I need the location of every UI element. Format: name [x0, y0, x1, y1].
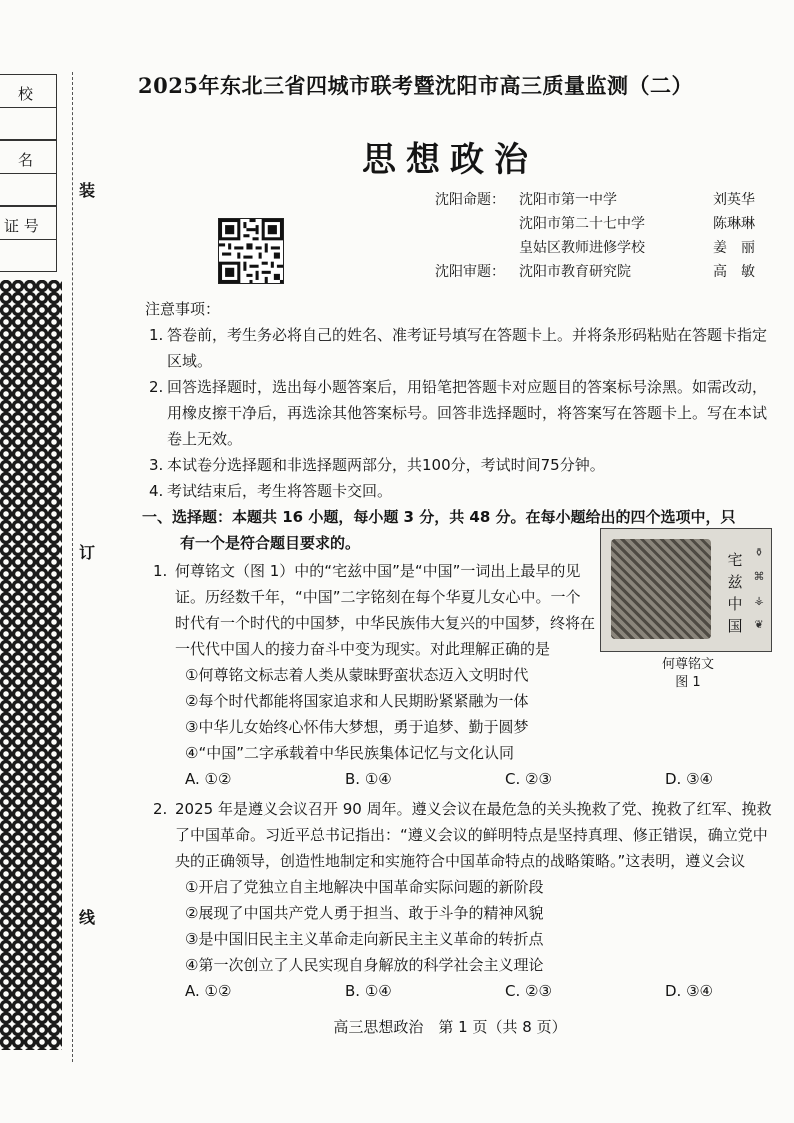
- notes-title: 注意事项：: [145, 300, 221, 318]
- choice-c: C. ②③: [505, 770, 552, 788]
- choice-b: B. ①④: [345, 982, 392, 1000]
- binding-pattern: [0, 280, 62, 1050]
- statement-item: ④第一次创立了人民实现自身解放的科学社会主义理论: [185, 956, 544, 974]
- figure-vertical-text: 宅兹中国: [727, 551, 743, 635]
- credit-row: [435, 236, 775, 260]
- binding-char-zhuang: 装: [79, 181, 96, 200]
- name-label: 名: [18, 151, 34, 169]
- binding-char-ding: 订: [79, 543, 96, 562]
- subject-title: 思想政治: [362, 140, 538, 180]
- credit-role: 沈阳命题：: [435, 192, 505, 208]
- statement-item: ①开启了党独立自主地解决中国革命实际问题的新阶段: [185, 878, 544, 896]
- statement-item: ③是中国旧民主主义革命走向新民主主义革命的转折点: [185, 930, 544, 948]
- note-item: [145, 478, 775, 504]
- statement-item: ③中华儿女始终心怀伟大梦想，勇于追梦、勤于圆梦: [185, 718, 529, 736]
- statement-list: [145, 874, 775, 978]
- credit-name: 刘英华: [713, 192, 755, 208]
- exam-id-field: [0, 206, 57, 272]
- school-field: [0, 74, 57, 140]
- choice-c: C. ②③: [505, 982, 552, 1000]
- question-stem-text: 2025 年是遵义会议召开 90 周年。遵义会议在最危急的关头挽救了党、挽救了红军、挽救了中国革命。习近平总书记指出：“遵义会议的鲜明特点是坚持真理、修正错误，确立党中央的正确领导，创造性地制定和实施符合中国革命特点的战略策略。”这表明，遵义会议: [175, 800, 772, 870]
- note-text: 回答选择题时，选出每小题答案后，用铅笔把答题卡对应题目的答案标号涂黑。如需改动，用橡皮擦干净后，再选涂其他答案标号。回答非选择题时，将答案写在答题卡上。写在本试卷上无效。: [167, 378, 768, 448]
- statement-item: ④“中国”二字承载着中华民族集体记忆与文化认同: [185, 744, 514, 762]
- exam-id-label: 证 号: [4, 217, 39, 235]
- note-number: 4.: [149, 482, 164, 500]
- credit-unit: 沈阳市第二十七中学: [519, 216, 645, 232]
- choice-d: D. ③④: [665, 982, 713, 1000]
- choice-b: B. ①④: [345, 770, 392, 788]
- figure-caption: [628, 656, 748, 692]
- page-footer: 高三思想政治 第 1 页（共 8 页）: [333, 1018, 567, 1036]
- credit-row: [435, 260, 775, 284]
- note-number: 3.: [149, 456, 164, 474]
- note-text: 本试卷分选择题和非选择题两部分，共100分，考试时间75分钟。: [167, 456, 605, 474]
- credit-unit: 沈阳市教育研究院: [519, 264, 631, 280]
- choice-d: D. ③④: [665, 770, 713, 788]
- credit-unit: 皇姑区教师进修学校: [519, 240, 645, 256]
- binding-margin: [0, 72, 70, 1062]
- credit-role: 沈阳审题：: [435, 264, 505, 280]
- question-stem: [145, 796, 775, 874]
- note-item: [145, 374, 775, 452]
- note-item: [145, 452, 775, 478]
- figure-caption-title: 何尊铭文: [661, 657, 714, 672]
- statement-item: ②每个时代都能将国家追求和人民期盼紧紧融为一体: [185, 692, 529, 710]
- choice-a: A. ①②: [185, 770, 232, 788]
- credit-unit: 沈阳市第一中学: [519, 192, 617, 208]
- answer-choices: [145, 766, 775, 794]
- qr-code-icon: [218, 218, 284, 284]
- school-label: 校: [18, 85, 34, 103]
- binding-char-xian: 线: [79, 908, 96, 927]
- note-text: 考试结束后，考生将答题卡交回。: [167, 482, 393, 500]
- question-stem-text: 何尊铭文（图 1）中的“宅兹中国”是“中国”一词出上最早的见证。历经数千年，“中国”二字铭刻在每个华夏儿女心中。一个时代有一个时代的中国梦，中华民族伟大复兴的中国梦，终将在一代代中国人的接力奋斗中变为现实。对此理解正确的是: [175, 562, 596, 658]
- note-text: 答卷前，考生务必将自己的姓名、准考证号填写在答题卡上。并将条形码粘贴在答题卡指定区域。: [167, 326, 768, 370]
- question-stem: [145, 558, 595, 662]
- name-field: [0, 140, 57, 206]
- cut-line: [72, 72, 73, 1062]
- choice-a: A. ①②: [185, 982, 232, 1000]
- figure-caption-number: 图 1: [675, 675, 701, 690]
- note-item: [145, 322, 775, 374]
- statement-item: ②展现了中国共产党人勇于担当、敢于斗争的精神风貌: [185, 904, 544, 922]
- bronze-inscription-image: [611, 539, 711, 639]
- question-2: [145, 796, 775, 1006]
- question-number: 2.: [153, 800, 168, 818]
- note-number: 2.: [149, 378, 164, 396]
- section-line: 一、选择题：本题共 16 小题，每小题 3 分，共 48 分。在每小题给出的四个选项中，只: [142, 508, 736, 526]
- ancient-glyphs-icon: ⚱ ⌘ ⚶ ❦: [753, 546, 765, 631]
- statement-item: ①何尊铭文标志着人类从蒙昧野蛮状态迈入文明时代: [185, 666, 529, 684]
- credit-name: 姜 丽: [713, 240, 755, 256]
- question-number: 1.: [153, 562, 168, 580]
- figure-1-image: [600, 528, 772, 652]
- note-number: 1.: [149, 326, 164, 344]
- credit-name: 高 敏: [713, 264, 755, 280]
- credit-row: [435, 188, 775, 212]
- answer-choices: [145, 978, 775, 1006]
- credit-name: 陈琳琳: [713, 216, 755, 232]
- section-line: 有一个是符合题目要求的。: [180, 534, 361, 552]
- credit-row: [435, 212, 775, 236]
- exam-title: 2025年东北三省四城市联考暨沈阳市高三质量监测（二）: [138, 73, 693, 98]
- author-credits: [435, 188, 775, 284]
